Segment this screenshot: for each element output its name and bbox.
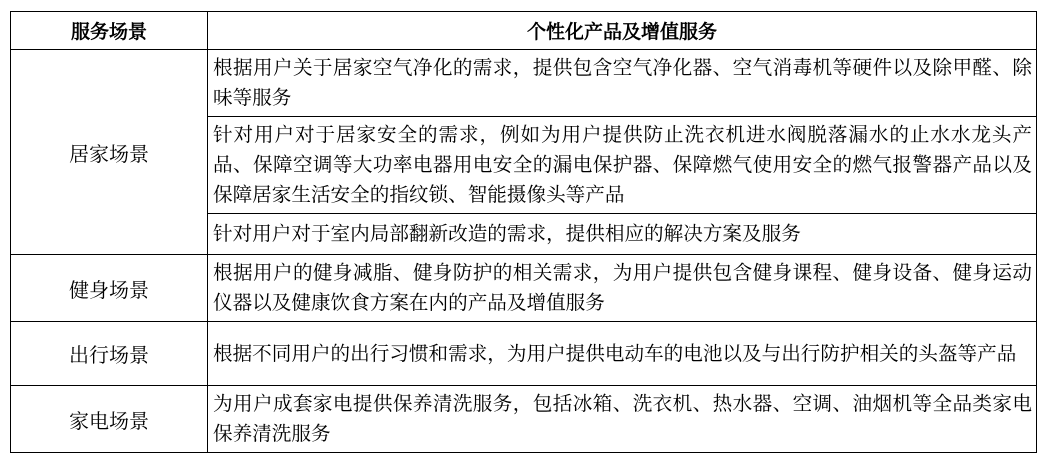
table-row-appliance xyxy=(11,386,1037,453)
home-air-purification: 根据用户关于居家空气净化的需求，提供包含空气净化器、空气消毒机等硬件以及除甲醛、除味等服务 xyxy=(208,50,1037,117)
scene-fitness: 健身场景 xyxy=(11,255,208,322)
home-safety: 针对用户对于居家安全的需求，例如为用户提供防止洗衣机进水阀脱落漏水的止水水龙头产品、保障空调等大功率电器用电安全的漏电保护器、保障燃气使用安全的燃气报警器产品以及保障居家生活安全的指纹锁、智能摄像头等产品 xyxy=(208,117,1037,214)
scene-travel: 出行场景 xyxy=(11,322,208,386)
table-row-fitness xyxy=(11,255,1037,322)
header-products-services: 个性化产品及增值服务 xyxy=(208,12,1037,50)
travel-products: 根据不同用户的出行习惯和需求，为用户提供电动车的电池以及与出行防护相关的头盔等产品 xyxy=(208,322,1037,386)
scene-appliance: 家电场景 xyxy=(11,386,208,453)
fitness-services: 根据用户的健身减脂、健身防护的相关需求，为用户提供包含健身课程、健身设备、健身运动仪器以及健康饮食方案在内的产品及增值服务 xyxy=(208,255,1037,322)
appliance-cleaning: 为用户成套家电提供保养清洗服务，包括冰箱、洗衣机、热水器、空调、油烟机等全品类家电保养清洗服务 xyxy=(208,386,1037,453)
document-page xyxy=(10,11,1037,453)
service-table xyxy=(10,11,1037,453)
home-renovation: 针对用户对于室内局部翻新改造的需求，提供相应的解决方案及服务 xyxy=(208,214,1037,255)
table-header-row xyxy=(11,12,1037,50)
scene-home: 居家场景 xyxy=(11,50,208,255)
table-row-home xyxy=(11,50,1037,117)
header-service-scene: 服务场景 xyxy=(11,12,208,50)
table-row-travel xyxy=(11,322,1037,386)
